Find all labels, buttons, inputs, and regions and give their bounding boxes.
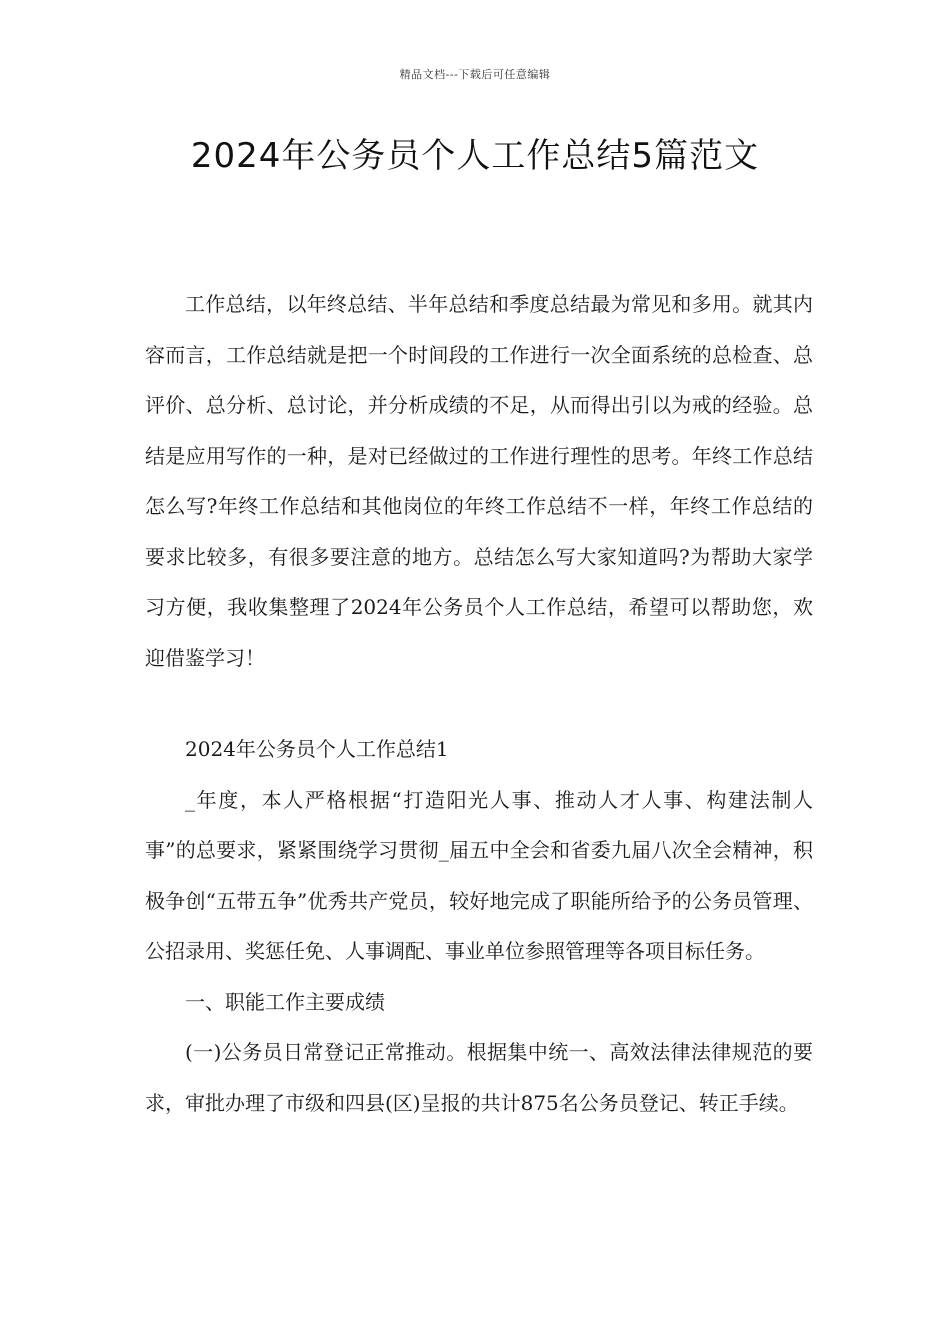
section-1-paragraph-1: _年度，本人严格根据“打造阳光人事、推动人才人事、构建法制人事”的总要求，紧紧围绕学习贯彻_届五中全会和省委九届八次全会精神，积极争创“五带五争”优秀共产党员，较好地完成了职能所给予的公务员管理、公招录用、奖惩任免、人事调配、事业单位参照管理等各项目标任务。 xyxy=(145,787,813,963)
document-title: 2024年公务员个人工作总结5篇范文 xyxy=(190,136,760,176)
section-1 xyxy=(145,724,813,1128)
section-1-heading: 2024年公务员个人工作总结1 xyxy=(185,737,449,761)
section-1-subheading-1: 一、职能工作主要成绩 xyxy=(185,989,385,1014)
intro-block xyxy=(145,279,813,683)
intro-paragraph: 工作总结，以年终总结、半年总结和季度总结最为常见和多用。就其内容而言，工作总结就是把一个时间段的工作进行一次全面系统的总检查、总评价、总分析、总讨论，并分析成绩的不足，从而得出引以为戒的经验。总结是应用写作的一种，是对已经做过的工作进行理性的思考。年终工作总结怎么写?年终工作总结和其他岗位的年终工作总结不一样，年终工作总结的要求比较多，有很多要注意的地方。总结怎么写大家知道吗?为帮助大家学习方便，我收集整理了2024年公务员个人工作总结，希望可以帮助您，欢迎借鉴学习！ xyxy=(145,292,813,670)
section-1-paragraph-2: (一)公务员日常登记正常推动。根据集中统一、高效法律法律规范的要求，审批办理了市级和四县(区)呈报的共计875名公务员登记、转正手续。 xyxy=(145,1040,813,1115)
header-note: 精品文档---下载后可任意编辑 xyxy=(399,68,551,81)
